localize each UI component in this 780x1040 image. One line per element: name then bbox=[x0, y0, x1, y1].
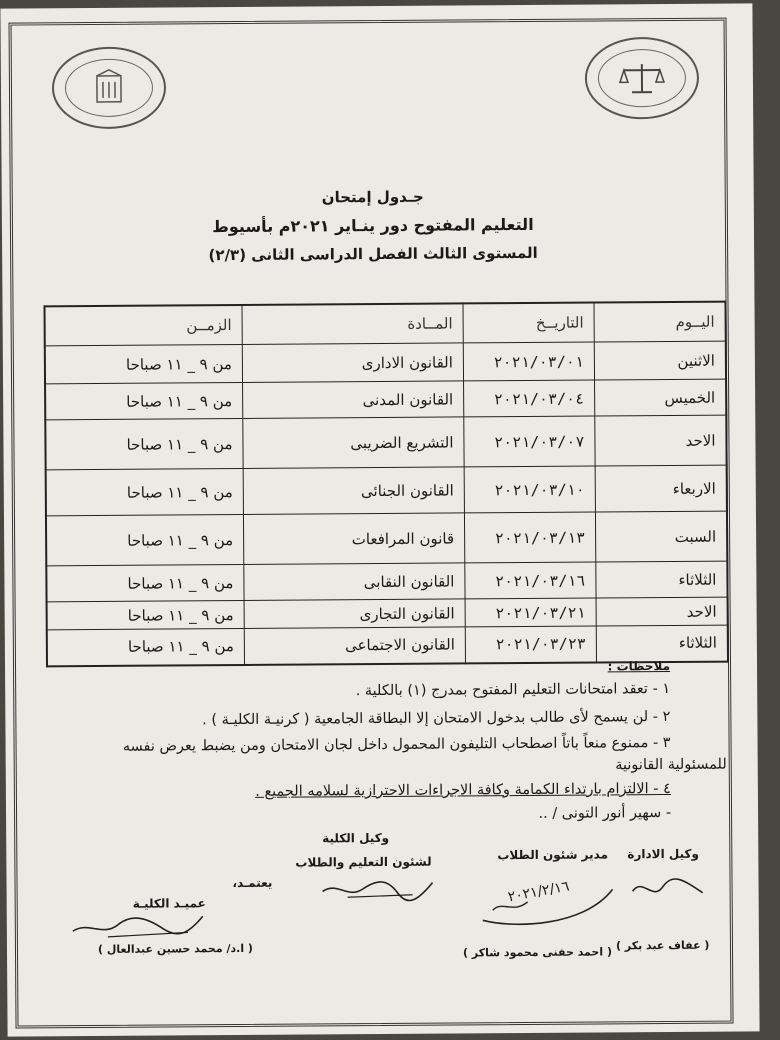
admin-signature bbox=[627, 871, 707, 906]
exam-session-title: التعليم المفتوح دور ينـاير ٢٠٢١م بأسيوط bbox=[212, 214, 534, 237]
cell-day: الاحد bbox=[596, 597, 728, 626]
cell-day: الثلاثاء bbox=[596, 625, 728, 662]
cell-subject: القانون النقابى bbox=[244, 563, 465, 601]
column-header-date: التاريــخ bbox=[463, 303, 594, 343]
faculty-seal-icon bbox=[52, 46, 167, 129]
note-5: - سهير أنور التونى / .. bbox=[538, 804, 672, 822]
cell-time: من ٩ _ ١١ صباحا bbox=[47, 628, 245, 665]
note-3: ٣ - ممنوع منعاً باتاً اصطحاب التليفون المحمول داخل لجان الامتحان ومن يضبط يعرض نفسه bbox=[122, 734, 671, 755]
note-3-continued: للمسئولية القانونية bbox=[615, 756, 727, 774]
cell-day: الاحد bbox=[595, 415, 727, 466]
university-seal-icon bbox=[585, 37, 700, 120]
cell-day: الاثنين bbox=[594, 341, 726, 380]
student-affairs-name: ( احمد حفنى محمود شاكر ) bbox=[462, 945, 613, 960]
cell-time: من ٩ _ ١١ صباحا bbox=[46, 564, 244, 601]
exam-level-title: المستوى الثالث الفصل الدراسى الثانى (٢/٣) bbox=[208, 243, 538, 265]
column-header-time: الزمــن bbox=[45, 305, 243, 346]
vice-dean-signature bbox=[317, 871, 437, 908]
cell-date: ٢٠٢١/٠٣/٠٧ bbox=[464, 416, 595, 467]
cell-time: من ٩ _ ١١ صباحا bbox=[45, 418, 243, 469]
cell-subject: القانون الجنائى bbox=[243, 467, 464, 515]
cell-subject: القانون التجارى bbox=[244, 599, 465, 629]
admin-title: وكيل الادارة bbox=[627, 846, 699, 862]
cell-date: ٢٠٢١/٠٣/٠١ bbox=[463, 342, 594, 381]
cell-time: من ٩ _ ١١ صباحا bbox=[46, 468, 244, 515]
table-row bbox=[46, 465, 727, 516]
handwritten-date: ٢٠٢١/٢/١٦ bbox=[506, 878, 571, 906]
column-header-day: اليــوم bbox=[594, 302, 726, 342]
cell-day: الخميس bbox=[595, 379, 727, 416]
paper-sheet bbox=[0, 3, 759, 1036]
dean-name: ( ا.د/ محمد حسين عبدالعال ) bbox=[97, 941, 253, 956]
exam-heading: جـدول إمتحان bbox=[321, 187, 424, 207]
cell-subject: القانون الادارى bbox=[242, 343, 463, 383]
cell-subject: القانون المدنى bbox=[243, 381, 464, 419]
cell-date: ٢٠٢١/٠٣/١٦ bbox=[465, 562, 596, 599]
cell-time: من ٩ _ ١١ صباحا bbox=[45, 382, 243, 419]
vice-dean-title-line2: لشئون التعليم والطلاب bbox=[295, 854, 432, 870]
cell-date: ٢٠٢١/٠٣/١٣ bbox=[464, 512, 595, 563]
dean-signature bbox=[68, 908, 208, 943]
approved-label: يعتمـد، bbox=[232, 875, 273, 891]
dean-title: عميـد الكليـة bbox=[132, 896, 206, 911]
column-header-subject: المــادة bbox=[242, 303, 463, 344]
cell-time: من ٩ _ ١١ صباحا bbox=[46, 514, 244, 565]
note-2: ٢ - لن يسمح لأى طالب بدخول الامتحان إلا البطاقة الجامعية ( كرنيـة الكليـة ) . bbox=[202, 708, 671, 729]
cell-date: ٢٠٢١/٠٣/٠٤ bbox=[464, 380, 595, 417]
cell-day: الثلاثاء bbox=[596, 561, 728, 598]
table-header-row bbox=[45, 302, 726, 346]
cell-day: الاربعاء bbox=[595, 465, 727, 512]
student-affairs-signature bbox=[472, 869, 622, 932]
cell-subject: التشريع الضريبى bbox=[243, 417, 464, 469]
cell-subject: قانون المرافعات bbox=[243, 513, 464, 565]
exam-schedule-table bbox=[43, 301, 729, 667]
notes-title: ملاحظات : bbox=[607, 658, 671, 674]
table-row bbox=[45, 415, 726, 470]
cell-date: ٢٠٢١/٠٣/٢٣ bbox=[465, 626, 596, 663]
table-row bbox=[46, 511, 727, 566]
cell-date: ٢٠٢١/٠٣/١٠ bbox=[464, 466, 595, 513]
table-row bbox=[45, 379, 726, 420]
admin-name: ( عفاف عبد بكر ) bbox=[615, 938, 710, 953]
cell-time: من ٩ _ ١١ صباحا bbox=[45, 344, 243, 383]
note-4: ٤ - الالتزام بارتداء الكمامة وكافة الاجراءات الاحترازية لسلامه الجميع . bbox=[255, 780, 671, 800]
vice-dean-title: وكيل الكلية bbox=[322, 830, 390, 846]
page-frame bbox=[9, 18, 734, 1029]
cell-day: السبت bbox=[595, 511, 727, 562]
cell-time: من ٩ _ ١١ صباحا bbox=[47, 600, 245, 629]
table-row bbox=[45, 341, 726, 384]
table-row bbox=[46, 561, 727, 602]
cell-date: ٢٠٢١/٠٣/٢١ bbox=[465, 598, 596, 627]
cell-subject: القانون الاجتماعى bbox=[244, 627, 465, 665]
student-affairs-title: مدير شئون الطلاب bbox=[497, 847, 609, 863]
note-1: ١ - تعقد امتحانات التعليم المفتوح بمدرج (١) بالكلية . bbox=[355, 680, 671, 700]
